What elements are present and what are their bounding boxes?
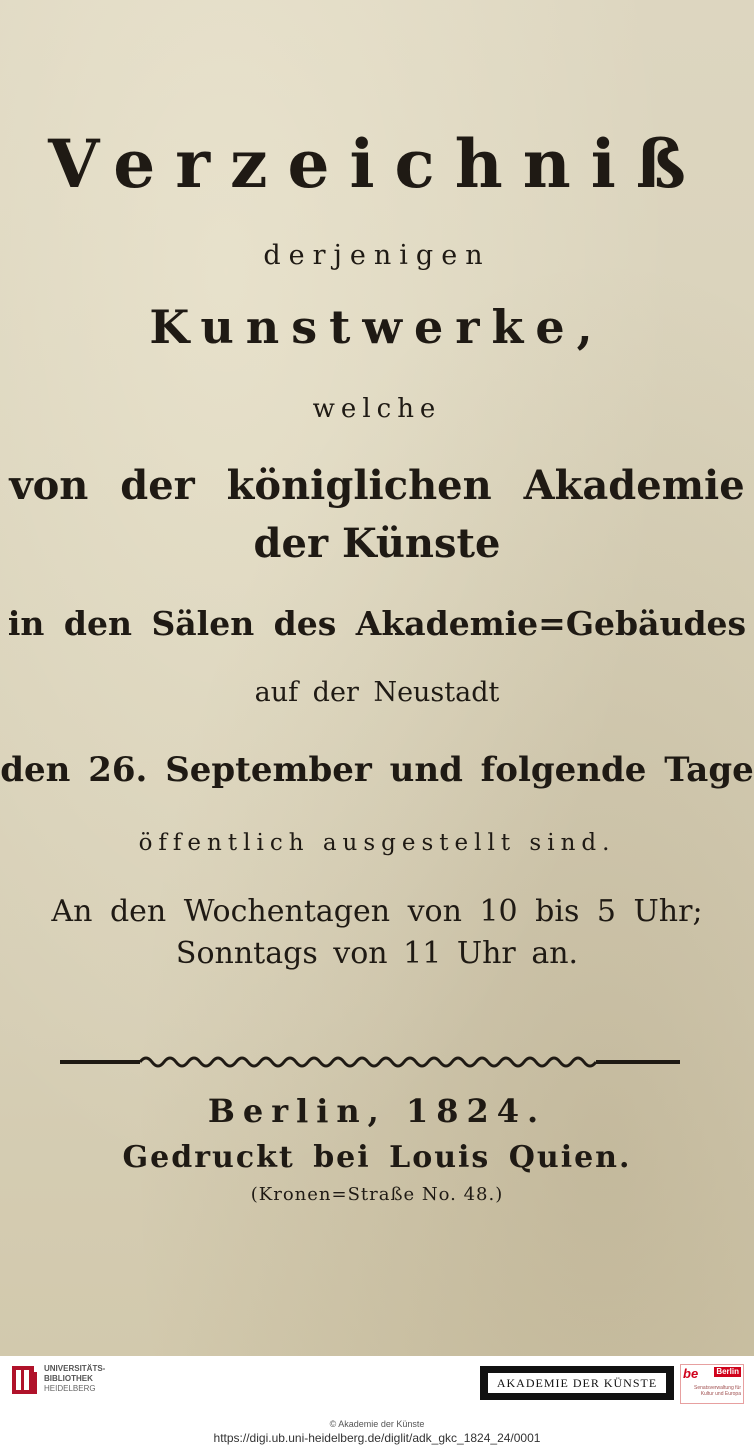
be-city: Berlin <box>716 1367 739 1376</box>
line-gedruckt: Gedruckt bei Louis Quien. <box>122 1140 632 1175</box>
adk-logo-label: AKADEMIE DER KÜNSTE <box>488 1373 666 1393</box>
permalink-url[interactable]: https://digi.ub.uni-heidelberg.de/diglit/adk_gkc_1824_24/0001 <box>213 1431 541 1445</box>
ub-line-1: UNIVERSITÄTS- <box>44 1364 106 1373</box>
line-kunstwerke: Kunstwerke, <box>149 300 605 354</box>
be-mark: be <box>683 1366 699 1381</box>
line-oeffentlich: öffentlich ausgestellt sind. <box>138 830 616 856</box>
line-kronen-strasse: (Kronen=Straße No. 48.) <box>250 1184 504 1205</box>
line-saelen: in den Sälen des Akademie=Gebäudes <box>7 604 747 643</box>
berlin-senate-logo[interactable] <box>680 1364 744 1404</box>
ub-line-2: BIBLIOTHEK <box>44 1374 93 1383</box>
line-derjenigen: derjenigen <box>263 240 491 271</box>
be-subtitle: Senatsverwaltung für Kultur und Europa <box>694 1385 741 1397</box>
akademie-der-kuenste-logo[interactable] <box>480 1366 674 1400</box>
line-sonntags: Sonntags von 11 Uhr an. <box>175 936 579 971</box>
line-september: den 26. September und folgende Tage <box>0 750 754 790</box>
line-der-kuenste: der Künste <box>253 520 501 567</box>
line-berlin: Berlin, 1824. <box>207 1092 547 1130</box>
line-neustadt: auf der Neustadt <box>254 677 500 708</box>
ub-line-3: HEIDELBERG <box>44 1384 96 1393</box>
copyright-notice: © Akademie der Künste <box>329 1419 425 1429</box>
ornamental-rule <box>60 1050 680 1074</box>
page-title: Verzeichniß <box>48 125 706 203</box>
university-library-logo-text[interactable] <box>44 1364 144 1394</box>
line-welche: welche <box>312 394 442 424</box>
university-library-logo-icon[interactable] <box>10 1362 40 1398</box>
line-von-akademie: von der königlichen Akademie <box>9 462 745 509</box>
line-wochentagen: An den Wochentagen von 10 bis 5 Uhr; <box>51 894 703 929</box>
